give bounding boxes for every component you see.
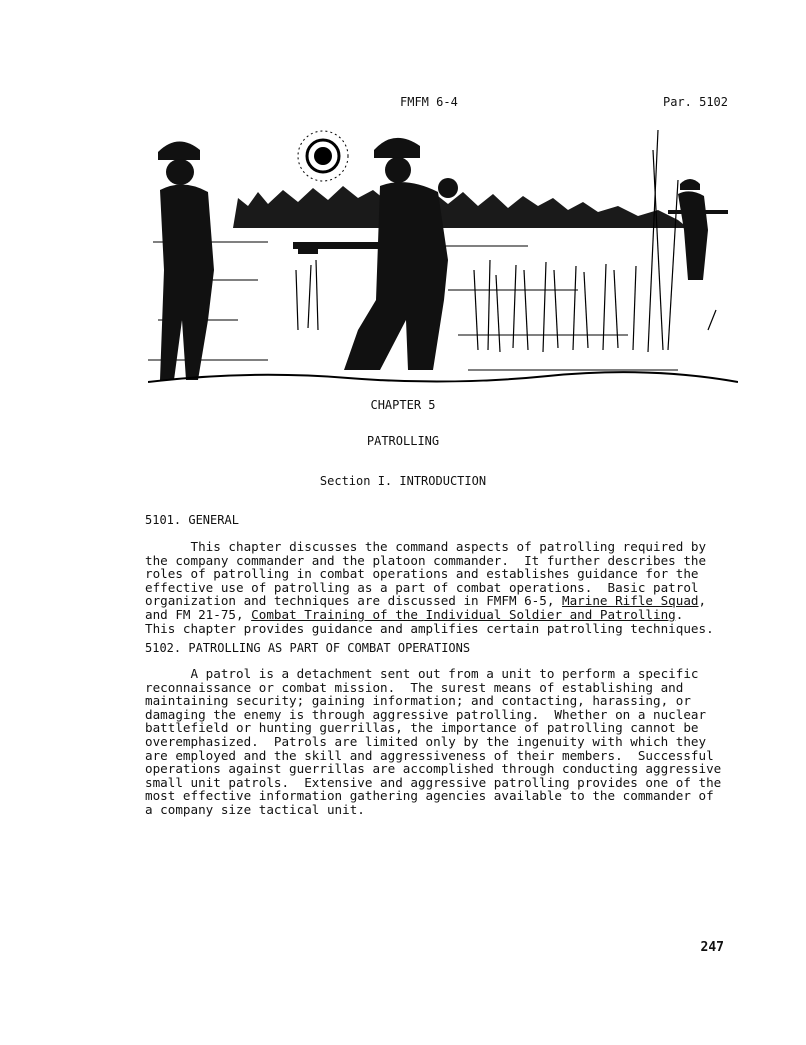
page-number: 247 [700,940,724,955]
patrol-illustration [148,120,738,395]
center-soldier-drawing [293,138,458,370]
left-soldier-drawing [158,141,214,380]
section-title: Section I. INTRODUCTION [319,474,487,488]
paragraph-5102-heading: 5102. PATROLLING AS PART OF COMBAT OPERATIONS [145,641,471,655]
running-header-paragraph: Par. 5102 [662,95,728,109]
foreground-water [148,372,738,382]
paragraph-5102-body: A patrol is a detachment sent out from a unit to perform a specific reconnaissance or combat mission. The surest means of establishing and maintaining security; gaining information; and contacting, harassing, or damaging the enemy is through aggressive patrolling. Whether on a nuclear battlefield or hunting guerrillas, the importance of patrolling cannot be overemphasized. Patrols are limited only by the ingenuity with which they are employed and the skill and aggressiveness of their members. Successful operations against guerrillas are accomplished through conducting aggressive small unit patrols. Extensive and aggressive patrolling provides one of the most effective information gathering agencies available to the commander of a company size tactical unit. [145,666,722,817]
reference-marine-rifle-squad: Marine Rifle Squad [562,593,699,609]
reeds-drawing [296,130,716,352]
chapter-label: CHAPTER 5 [370,398,436,412]
reference-fm-21-75: Combat Training of the Individual Soldier and Patrolling [251,606,676,622]
chapter-title: PATROLLING [366,434,440,448]
paragraph-5101-heading: 5101. GENERAL [145,513,239,527]
running-header-publication: FMFM 6-4 [400,95,458,109]
paragraph-5101-body: This chapter discusses the command aspects of patrolling required by the company commander and the platoon commander. It further describes the roles of patrolling in combat operations and establishes guidance for the effective use of patrolling as a part of combat operations. Basic patrol organization and techniques are discussed in FMFM 6-5, Marine Rifle Squad, and FM 21-75, Combat Training of the Individual Soldier and Patrolling. This chapter provides guidance and amplifies certain patrolling techniques. [145,539,714,636]
sun-drawing [298,131,348,181]
treeline-drawing [233,186,688,228]
